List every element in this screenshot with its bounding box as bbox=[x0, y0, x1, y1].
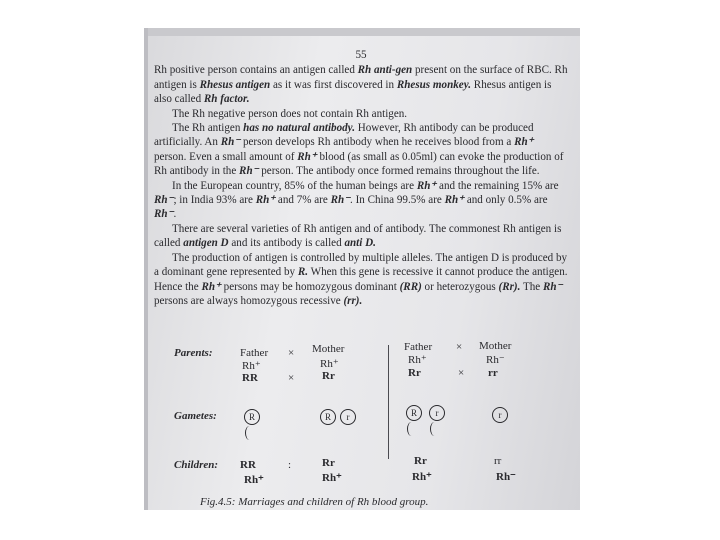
right-mother-label: Mother bbox=[479, 340, 512, 352]
text-run: However, Rh antibody can be produced artificially. An bbox=[154, 122, 534, 149]
emphasized-term: Rh anti-gen bbox=[357, 64, 413, 77]
emphasized-term: Rh⁺ bbox=[416, 179, 437, 192]
text-run: person. Even a small amount of bbox=[154, 150, 298, 163]
text-body bbox=[154, 48, 568, 308]
parents-label: Parents: bbox=[174, 347, 213, 359]
text-run: blood (as small as 0.05ml) can evoke the production of Rh antibody in the bbox=[154, 150, 564, 178]
right-father-label: Father bbox=[404, 341, 433, 353]
right-mother-genotype: rr bbox=[488, 367, 498, 379]
right-mother-phenotype: Rh⁻ bbox=[486, 354, 505, 366]
text-run: The bbox=[520, 280, 543, 293]
paragraph bbox=[154, 121, 568, 179]
figure-caption: Fig.4.5: Marriages and children of Rh blood group. bbox=[200, 496, 429, 508]
emphasized-term: (RR) bbox=[399, 280, 422, 293]
text-run: ; in India 93% are bbox=[173, 194, 256, 207]
text-run: person develops Rh antibody when he receives blood from a bbox=[240, 136, 515, 149]
left-mother-genotype: Rr bbox=[322, 370, 335, 382]
emphasized-term: R. bbox=[297, 266, 309, 279]
emphasized-term: Rh⁺ bbox=[297, 150, 317, 163]
left-child2-genotype: Rr bbox=[322, 457, 335, 469]
left-child1-genotype: RR bbox=[240, 459, 256, 471]
emphasized-term: Rh⁺ bbox=[514, 136, 534, 149]
emphasized-term: Rh⁻ bbox=[330, 194, 351, 207]
text-run: and 7% are bbox=[275, 194, 331, 207]
text-run: persons are always homozygous recessive bbox=[154, 294, 344, 307]
text-run: There are several varieties of Rh antigen and of antibody. The commonest Rh antigen is called bbox=[154, 222, 562, 250]
text-run: person. The antibody once formed remains throughout the life. bbox=[258, 165, 540, 178]
right-father-genotype: Rr bbox=[408, 367, 421, 379]
emphasized-term: (Rr). bbox=[498, 280, 521, 293]
paragraph bbox=[154, 251, 568, 309]
emphasized-term: Rh⁻ bbox=[220, 136, 241, 149]
text-run: and only 0.5% are bbox=[464, 194, 548, 207]
paragraphs bbox=[154, 63, 568, 308]
emphasized-term: Rh⁺ bbox=[201, 280, 221, 293]
text-run: present on the surface of RBC. Rh antigen is bbox=[154, 64, 568, 91]
right-child1-phenotype: Rh⁺ bbox=[412, 471, 432, 483]
left-child2-phenotype: Rh⁺ bbox=[322, 472, 342, 484]
text-run: . In China 99.5% are bbox=[350, 194, 445, 207]
right-times-2: × bbox=[458, 367, 465, 379]
gamete-sperm-R: R bbox=[406, 405, 422, 421]
text-run: The Rh negative person does not contain Rh antigen. bbox=[172, 107, 408, 120]
emphasized-term: has no natural antibody. bbox=[243, 122, 355, 135]
emphasized-term: Rh⁺ bbox=[444, 194, 465, 207]
page-left-shadow bbox=[144, 28, 148, 510]
left-times-1: × bbox=[288, 347, 295, 359]
emphasized-term: Rhesus monkey. bbox=[396, 78, 472, 91]
right-child2-phenotype: Rh⁻ bbox=[496, 471, 516, 483]
text-run: When this gene is recessive it cannot produce the antigen. Hence the bbox=[154, 266, 568, 293]
gamete-sperm-R: R bbox=[244, 409, 260, 425]
text-run: persons may be homozygous dominant bbox=[220, 280, 400, 293]
sperm-tail bbox=[430, 422, 439, 436]
left-child1-phenotype: Rh⁺ bbox=[244, 474, 264, 486]
text-run: . bbox=[173, 208, 177, 221]
left-times-2: × bbox=[288, 372, 295, 384]
text-run: The Rh antigen bbox=[172, 122, 244, 135]
emphasized-term: Rh⁻ bbox=[154, 208, 174, 221]
left-father-genotype: RR bbox=[242, 372, 258, 384]
page-number: 55 bbox=[355, 49, 367, 61]
sperm-tail bbox=[245, 426, 254, 440]
emphasized-term: Rh factor. bbox=[203, 93, 250, 106]
children-label: Children: bbox=[174, 459, 219, 471]
gamete-egg-R: R bbox=[320, 409, 336, 425]
text-run: or heterozygous bbox=[421, 280, 499, 293]
paragraph bbox=[154, 107, 568, 121]
right-child1-genotype: Rr bbox=[414, 455, 427, 467]
gamete-egg-r: r bbox=[492, 407, 508, 423]
right-child2-genotype: rr bbox=[494, 455, 502, 467]
gamete-sperm-r: r bbox=[429, 405, 445, 421]
right-times-1: × bbox=[456, 341, 463, 353]
right-father-phenotype: Rh⁺ bbox=[408, 354, 427, 366]
text-run: Rhesus antigen is also called bbox=[154, 78, 552, 106]
divider-line bbox=[388, 345, 389, 459]
paragraph bbox=[154, 63, 568, 106]
emphasized-term: Rh⁻ bbox=[154, 194, 174, 207]
text-run: Rh positive person contains an antigen called bbox=[154, 64, 358, 77]
left-father-phenotype: Rh⁺ bbox=[242, 360, 261, 372]
gamete-egg-r: r bbox=[340, 409, 356, 425]
book-page-photo bbox=[144, 28, 580, 510]
paragraph bbox=[154, 179, 568, 222]
left-father-label: Father bbox=[240, 347, 269, 359]
page-top-shadow bbox=[144, 28, 580, 36]
text-run: The production of antigen is controlled by multiple alleles. The antigen D is produced by a dominant gene represented by bbox=[154, 251, 568, 279]
sperm-tail bbox=[407, 422, 416, 436]
text-run: and the remaining 15% are bbox=[436, 179, 559, 192]
text-run: and its antibody is called bbox=[228, 237, 345, 250]
emphasized-term: antigen D bbox=[183, 237, 229, 250]
left-mother-phenotype: Rh⁺ bbox=[320, 358, 339, 370]
emphasized-term: anti D. bbox=[344, 237, 376, 250]
left-colon: : bbox=[288, 459, 292, 471]
text-run: as it was first discovered in bbox=[270, 78, 397, 91]
text-run: In the European country, 85% of the human beings are bbox=[172, 179, 417, 192]
gametes-label: Gametes: bbox=[174, 410, 217, 422]
emphasized-term: Rh⁻ bbox=[239, 165, 259, 178]
emphasized-term: Rh⁺ bbox=[255, 194, 276, 207]
emphasized-term: Rh⁻ bbox=[542, 280, 563, 293]
left-mother-label: Mother bbox=[312, 343, 345, 355]
emphasized-term: (rr). bbox=[343, 294, 363, 307]
genetic-cross-diagram bbox=[174, 339, 544, 486]
emphasized-term: Rhesus antigen bbox=[199, 78, 271, 91]
paragraph bbox=[154, 222, 568, 251]
